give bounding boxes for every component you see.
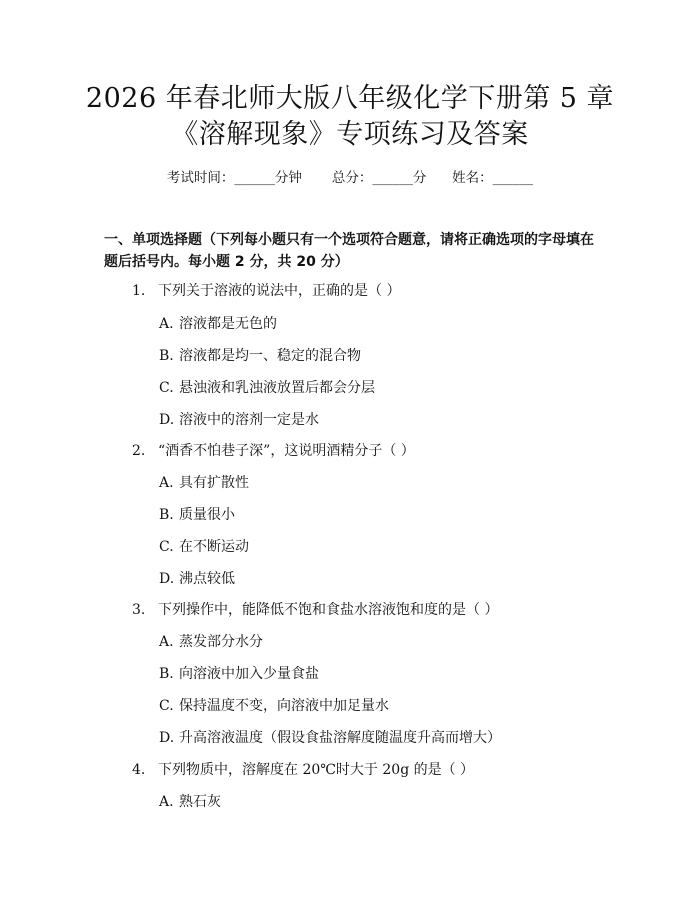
question-2-option-d bbox=[159, 569, 235, 589]
option-letter: D. bbox=[159, 412, 175, 428]
question-4 bbox=[132, 760, 474, 780]
option-letter: B. bbox=[159, 507, 174, 523]
section-heading-single-choice: 一、单项选择题（下列每小题只有一个选项符合题意，请将正确选项的字母填在题后括号内。每小题 2 分，共 20 分） bbox=[104, 232, 594, 270]
total-score-field: 总分：______分 bbox=[331, 170, 427, 186]
option-text: 在不断运动 bbox=[179, 539, 249, 555]
option-letter: C. bbox=[159, 539, 174, 555]
page-title-line-2: 《溶解现象》专项练习及答案 bbox=[171, 119, 529, 150]
question-2-option-b bbox=[159, 505, 235, 525]
option-letter: C. bbox=[159, 380, 174, 396]
question-2-option-a bbox=[159, 473, 249, 493]
option-text: 熟石灰 bbox=[179, 794, 221, 810]
exam-time-field: 考试时间：______分钟 bbox=[166, 170, 302, 186]
question-3 bbox=[132, 600, 498, 620]
option-letter: B. bbox=[159, 666, 174, 682]
question-number: 4. bbox=[132, 762, 146, 778]
question-text: 下列物质中，溶解度在 20℃时大于 20g 的是（ ） bbox=[158, 762, 475, 778]
option-text: 蒸发部分水分 bbox=[179, 634, 263, 650]
option-text: 溶液都是无色的 bbox=[179, 316, 277, 332]
question-number: 2. bbox=[132, 443, 146, 459]
question-2 bbox=[132, 441, 415, 461]
question-number: 1. bbox=[132, 283, 146, 299]
option-text: 溶液都是均一、稳定的混合物 bbox=[179, 348, 361, 364]
option-letter: A. bbox=[159, 475, 174, 491]
option-letter: C. bbox=[159, 698, 174, 714]
option-letter: B. bbox=[159, 348, 174, 364]
page-title-line-1: 2026 年春北师大版八年级化学下册第 5 章 bbox=[85, 83, 615, 114]
question-3-option-d bbox=[159, 728, 501, 748]
option-text: 向溶液中加入少量食盐 bbox=[179, 666, 319, 682]
option-text: 保持温度不变，向溶液中加足量水 bbox=[179, 698, 389, 714]
option-letter: D. bbox=[159, 571, 175, 587]
question-4-option-a bbox=[159, 792, 221, 812]
option-letter: A. bbox=[159, 794, 174, 810]
option-text: 沸点较低 bbox=[179, 571, 235, 587]
question-1 bbox=[132, 281, 400, 301]
question-2-option-c bbox=[159, 537, 249, 557]
question-text: “酒香不怕巷子深”，这说明酒精分子（ ） bbox=[158, 443, 415, 459]
question-1-option-c bbox=[159, 378, 375, 398]
option-text: 具有扩散性 bbox=[179, 475, 249, 491]
option-letter: A. bbox=[159, 316, 174, 332]
option-letter: A. bbox=[159, 634, 174, 650]
question-1-option-b bbox=[159, 346, 361, 366]
student-name-field: 姓名：______ bbox=[452, 170, 534, 186]
question-3-option-a bbox=[159, 632, 263, 652]
option-letter: D. bbox=[159, 730, 175, 746]
question-3-option-b bbox=[159, 664, 319, 684]
question-3-option-c bbox=[159, 696, 389, 716]
question-1-option-d bbox=[159, 410, 319, 430]
option-text: 悬浊液和乳浊液放置后都会分层 bbox=[179, 380, 375, 396]
question-1-option-a bbox=[159, 314, 277, 334]
question-text: 下列关于溶液的说法中，正确的是（ ） bbox=[158, 283, 401, 299]
option-text: 质量很小 bbox=[179, 507, 235, 523]
option-text: 升高溶液温度（假设食盐溶解度随温度升高而增大） bbox=[179, 730, 501, 746]
option-text: 溶液中的溶剂一定是水 bbox=[179, 412, 319, 428]
exam-meta-line bbox=[0, 168, 700, 188]
question-number: 3. bbox=[132, 602, 146, 618]
question-text: 下列操作中，能降低不饱和食盐水溶液饱和度的是（ ） bbox=[158, 602, 499, 618]
